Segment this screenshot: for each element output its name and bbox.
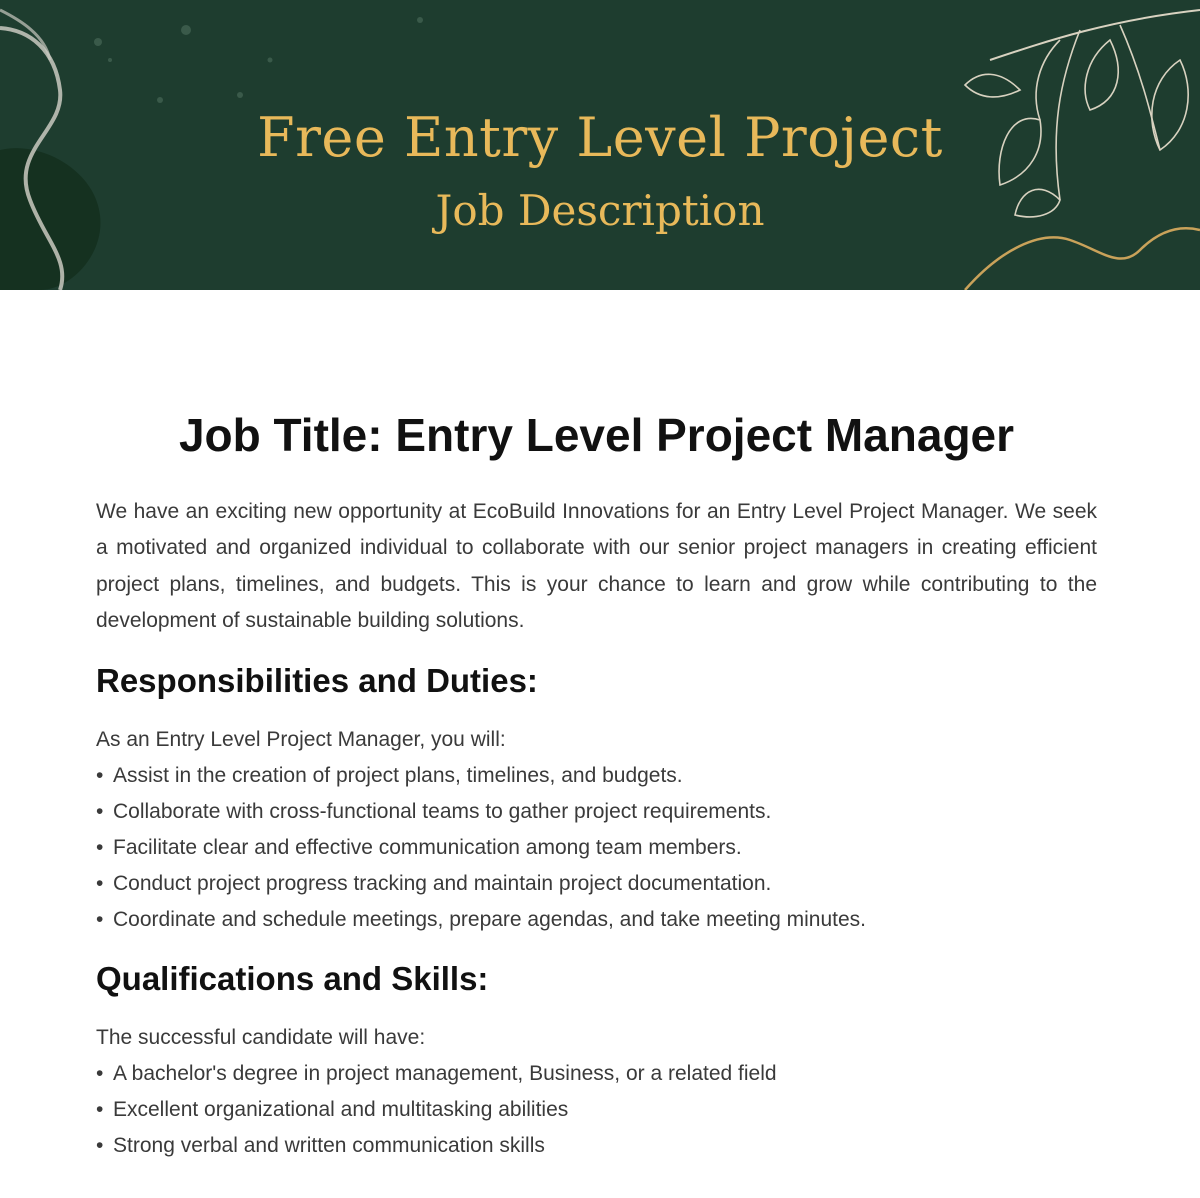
list-item-text: Strong verbal and written communication skills	[113, 1133, 545, 1157]
intro-paragraph: We have an exciting new opportunity at EcoBuild Innovations for an Entry Level Project Manager. We seek a motivated and organized individual to collaborate with our senior project managers in creating efficient project plans, timelines, and budgets. This is your chance to learn and grow while contributing to the development of sustainable building solutions.	[96, 500, 1097, 633]
bullet-icon: •	[96, 1061, 104, 1085]
list-item-text: Excellent organizational and multitasking abilities	[113, 1097, 569, 1121]
list-item	[96, 830, 1097, 866]
list-item-text: Facilitate clear and effective communication among team members.	[113, 835, 742, 859]
list-item	[96, 794, 1097, 830]
list-item-text: A bachelor's degree in project management, Business, or a related field	[113, 1061, 777, 1085]
responsibilities-list	[96, 758, 1097, 938]
responsibilities-heading: Responsibilities and Duties:	[96, 661, 538, 699]
list-item-text: Coordinate and schedule meetings, prepare agendas, and take meeting minutes.	[113, 907, 866, 931]
qualifications-list	[96, 1056, 1097, 1164]
list-item-text: Collaborate with cross-functional teams to gather project requirements.	[113, 799, 772, 823]
header-title-line1: Free Entry Level Project	[257, 106, 943, 169]
bullet-icon: •	[96, 1133, 104, 1157]
bullet-icon: •	[96, 799, 104, 823]
list-item-text: Conduct project progress tracking and maintain project documentation.	[113, 871, 772, 895]
list-item	[96, 1092, 1097, 1128]
list-item	[96, 1056, 1097, 1092]
bullet-icon: •	[96, 871, 104, 895]
bullet-icon: •	[96, 835, 104, 859]
header-banner	[0, 0, 1200, 290]
header-title-line2: Job Description	[435, 186, 765, 235]
bullet-icon: •	[96, 907, 104, 931]
job-title: Job Title: Entry Level Project Manager	[178, 409, 1015, 461]
list-item	[96, 902, 1097, 938]
bullet-icon: •	[96, 763, 104, 787]
qualifications-heading: Qualifications and Skills:	[96, 959, 489, 997]
qualifications-lead: The successful candidate will have:	[96, 1025, 426, 1049]
list-item	[96, 866, 1097, 902]
list-item	[96, 758, 1097, 794]
document-body	[96, 400, 1097, 1164]
list-item-text: Assist in the creation of project plans, timelines, and budgets.	[113, 763, 683, 787]
bullet-icon: •	[96, 1097, 104, 1121]
responsibilities-lead: As an Entry Level Project Manager, you will:	[96, 727, 506, 751]
list-item	[96, 1128, 1097, 1164]
